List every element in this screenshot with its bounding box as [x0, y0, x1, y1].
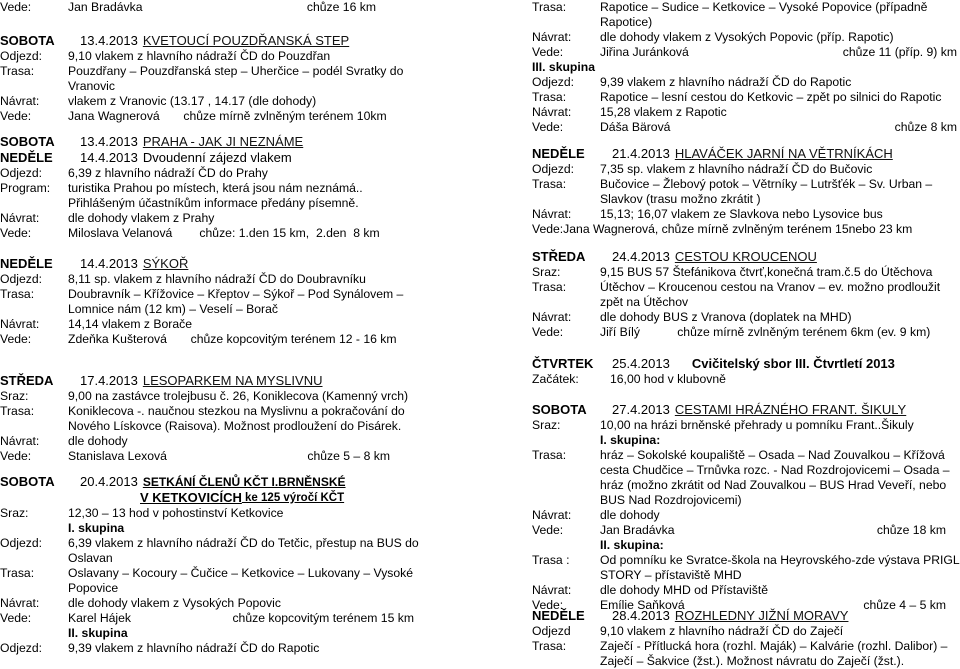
row-value: 15,13; 16,07 vlakem ze Slavkova nebo Lysovice bus: [600, 207, 883, 221]
row-label: Odjezd:: [0, 641, 43, 655]
event-day: SOBOTA: [532, 402, 587, 417]
row-value: dle dohody vlakem z Vysokých Popovic (příp. Rapotic): [600, 30, 894, 44]
row-value: Jiří Bílý chůze mírně zvlněným terénem 6km (ev. 9 km): [600, 325, 931, 339]
guide-distance: chůze 11 (příp. 9) km: [842, 45, 957, 59]
row-value: hráz – Sokolské koupaliště – Osada – Nad Zouvalkou – Křížová cesta Chudčice – Trnůvka rozc. - Nad Rozdrojovicemi – Osada – hráz (možno zkrátit od Nad Zouvalkou – BUS Hrad Veveří, nebo BUS Nad Rozdrojovicemi): [600, 448, 950, 507]
row-value: dle dohody vlakem z Prahy: [68, 211, 215, 225]
row-value: 9,10 vlakem z hlavního nádraží ČD do Pouzdřan: [68, 49, 331, 63]
row-value: Zdeňka Kušterová chůze kopcovitým terénem 12 - 16 km: [68, 332, 397, 346]
guide-distance: chůze 5 – 8 km: [307, 449, 390, 463]
row-value: 9,39 vlakem z hlavního nádraží ČD do Rapotic: [68, 641, 320, 655]
row-label: Vede:: [532, 325, 564, 339]
event-cvicitelsky-sbor: [532, 356, 960, 387]
row-value: 12,30 – 13 hod v pohostinství Ketkovice: [68, 506, 284, 520]
event-sykor: [0, 256, 428, 347]
row-value: dle dohody MHD od Přístaviště: [600, 583, 768, 597]
event-title: PRAHA - JAK JI NEZNÁME: [142, 134, 304, 149]
row-label: Trasa :: [532, 553, 570, 567]
event-title: CESTOU KROUCENOU: [674, 249, 817, 264]
row-value: dle dohody: [68, 434, 128, 448]
row-value: 9,10 vlakem z hlavního nádraží ČD do Zaječí: [600, 624, 844, 638]
row-label: Návrat:: [0, 434, 40, 448]
event-title: ROZHLEDNY JIŽNÍ MORAVY: [674, 608, 849, 623]
event-title-anniversary: ke 125 výročí KČT: [241, 492, 345, 504]
row-label: Vede:: [0, 226, 32, 240]
event-heading: [532, 608, 960, 624]
row-value: 6,39 z hlavního nádraží ČD do Prahy: [68, 166, 268, 180]
row-label: Odjezd:: [0, 166, 43, 180]
row-value: 9,15 BUS 57 Štefánikova čtvrť,konečná tram.č.5 do Útěchova: [600, 265, 933, 279]
row-value: Bučovice – Žlebový potok – Větrníky – Lutršťék – Sv. Urban – Slavkov (trasu možno zkrátit ): [600, 177, 933, 206]
row-value: 9,00 na zastávce trolejbusu č. 26, Koniklecova (Kamenný vrch): [68, 389, 409, 403]
event-rozhledny: [532, 608, 960, 669]
row-value: Přihlášeným účastníkům informace předány písemně.: [68, 196, 359, 210]
event-carryover-groups: [532, 0, 960, 135]
guide-row: [532, 45, 960, 60]
event-heading-2: [0, 490, 428, 506]
event-date: 17.4.2013: [80, 373, 138, 388]
event-heading: [532, 402, 960, 418]
row-label: Trasa:: [0, 64, 35, 78]
row-label: Návrat:: [532, 310, 572, 324]
row-label: Návrat:: [532, 30, 572, 44]
row-label: Trasa:: [532, 90, 567, 104]
guide-label: Vede:: [0, 611, 32, 625]
event-day: SOBOTA: [0, 134, 55, 149]
event-day: ČTVRTEK: [532, 356, 594, 371]
row-value: Útěchov – Kroucenou cestou na Vranov – ev. možno prodloužit zpět na Útěchov: [600, 280, 941, 309]
event-setkani: [0, 474, 428, 656]
guide-row: [532, 120, 960, 135]
row-label: Návrat:: [532, 583, 572, 597]
event-title: LESOPARKEM NA MYSLIVNU: [142, 373, 323, 388]
row-label: [0, 626, 68, 641]
event-heading: [532, 356, 960, 372]
guide-label: Vede:: [532, 523, 564, 537]
guide-label: Vede:: [0, 0, 32, 14]
event-date: 13.4.2013: [80, 33, 138, 48]
row-value: 9,39 vlakem z hlavního nádraží ČD do Rapotic: [600, 75, 852, 89]
event-heading: [532, 146, 960, 162]
row-label: Trasa:: [532, 0, 567, 14]
row-label: Návrat:: [532, 207, 572, 221]
event-day: NEDĚLE: [0, 150, 53, 165]
row-label: Program:: [0, 181, 51, 195]
row-value: 15,28 vlakem z Rapotic: [600, 105, 727, 119]
event-day: STŘEDA: [0, 373, 54, 388]
row-value: Jana Wagnerová chůze mírně zvlněným terénem 10km: [68, 109, 387, 123]
event-date: 21.4.2013: [612, 146, 670, 161]
row-label: Odjezd:: [0, 536, 43, 550]
row-label: Návrat:: [0, 317, 40, 331]
event-day: STŘEDA: [532, 249, 586, 264]
event-title: Cvičitelský sbor III. Čtvrtletí 2013: [691, 356, 895, 371]
guide-distance: chůze 18 km: [876, 523, 946, 537]
guide-name: Emílie Saňková: [600, 598, 685, 612]
row-label: Vede:: [0, 109, 32, 123]
event-hlavacek: [532, 146, 960, 237]
guide-distance: chůze kopcovitým terénem 15 km: [232, 611, 414, 625]
row-value: 6,39 vlakem z hlavního nádraží ČD do Tetčic, přestup na BUS do Oslavan: [68, 536, 419, 565]
guide-line: Vede:Jana Wagnerová, chůze mírně zvlněným terénem 15nebo 23 km: [532, 222, 913, 236]
row-value: Oslavany – Kocoury – Čučice – Ketkovice – Lukovany – Vysoké Popovice: [68, 566, 414, 595]
event-date: 14.4.2013: [80, 150, 138, 165]
event-date: 25.4.2013: [612, 356, 670, 371]
event-heading: [0, 134, 428, 150]
event-day: NEDĚLE: [532, 146, 585, 161]
row-label: Návrat:: [532, 105, 572, 119]
guide-distance: chůze 4 – 5 km: [863, 598, 946, 612]
row-value: Rapotice – Sudice – Ketkovice – Vysoké Popovice (případně Rapotice): [600, 0, 928, 29]
event-heading: [532, 249, 960, 265]
row-label: Trasa:: [0, 566, 35, 580]
row-label: Návrat:: [532, 508, 572, 522]
row-value: 7,35 sp. vlakem z hlavního nádraží ČD do Bučovic: [600, 162, 873, 176]
guide-name: Dáša Bärová: [600, 120, 671, 134]
guide-distance: chůze 8 km: [894, 120, 957, 134]
row-value: vlakem z Vranovic (13.17 , 14.17 (dle dohody): [68, 94, 317, 108]
row-label: Odjezd:: [532, 75, 575, 89]
row-value: Doubravník – Křížovice – Křeptov – Sýkoř – Pod Synálovem – Lomnice nám (12 km) – Veselí – Borač: [68, 287, 404, 316]
event-date: 27.4.2013: [612, 402, 670, 417]
guide-label: Vede:: [0, 449, 32, 463]
event-date: 24.4.2013: [612, 249, 670, 264]
event-title: SÝKOŘ: [142, 256, 189, 271]
row-label: Trasa:: [532, 177, 567, 191]
event-praha: [0, 134, 428, 241]
row-value: dle dohody vlakem z Vysokých Popovic: [68, 596, 281, 610]
event-title: SETKÁNÍ ČLENŮ KČT I.BRNĚNSKÉ: [142, 475, 346, 489]
guide-row: [0, 611, 428, 626]
guide-name: Jan Bradávka: [68, 0, 143, 14]
event-day: NEDĚLE: [532, 608, 585, 623]
row-label: Návrat:: [0, 211, 40, 225]
row-label: [0, 521, 68, 536]
row-label: Sraz:: [0, 389, 29, 403]
guide-name: Jan Bradávka: [600, 523, 675, 537]
guide-label: Vede:: [532, 120, 564, 134]
group-label: I. skupina: [68, 521, 125, 535]
event-heading: [0, 33, 428, 49]
guide-row: [532, 523, 960, 538]
row-label: Sraz:: [0, 506, 29, 520]
event-carryover: [0, 0, 428, 15]
event-title: CESTAMI HRÁZNÉHO FRANT. ŠIKULY: [674, 402, 907, 417]
row-label: Trasa:: [532, 448, 567, 462]
event-date: 20.4.2013: [80, 474, 138, 489]
row-label: Návrat:: [0, 94, 40, 108]
row-value: Rapotice – lesní cestou do Ketkovic – zpět po silnici do Rapotic: [600, 90, 942, 104]
guide-label: Vede:: [532, 598, 564, 612]
event-day: SOBOTA: [0, 474, 55, 489]
row-label: Sraz:: [532, 418, 561, 432]
row-value: Od pomníku ke Svratce-škola na Heyrovského-zde výstava PRIGL STORY – přístaviště MHD: [600, 553, 960, 582]
row-label: Odjezd:: [0, 49, 43, 63]
guide-name: Karel Hájek: [68, 611, 131, 625]
row-value: 16,00 hod v klubovně: [610, 372, 726, 386]
row-value: Miloslava Velanová chůze: 1.den 15 km, 2.den 8 km: [68, 226, 380, 240]
row-value: Pouzdřany – Pouzdřanská step – Uherčice – podél Svratky do Vranovic: [68, 64, 404, 93]
guide-label: Vede:: [532, 45, 564, 59]
row-value: 10,00 na hrázi brněnské přehrady u pomníku Frant..Šikuly: [600, 418, 914, 432]
guide-name: Jiřina Juránková: [600, 45, 689, 59]
guide-row: [0, 449, 428, 464]
row-label: Sraz:: [532, 265, 561, 279]
row-value: Koniklecova -. naučnou stezkou na Myslivnu a pokračování do Nového Lískovce (Raisova). Možnost prodloužení do Pisárek.: [68, 404, 405, 433]
row-label: [532, 433, 600, 448]
row-label: Odjezd:: [532, 162, 575, 176]
event-title: KVETOUCÍ POUZDŘANSKÁ STEP: [142, 33, 350, 48]
row-label: Odjezd: [532, 624, 571, 638]
row-value: 8,11 sp. vlakem z hlavního nádraží ČD do Doubravníku: [68, 272, 366, 286]
group-label: II. skupina: [68, 626, 128, 640]
row-label: [0, 196, 68, 211]
guide-distance: chůze 16 km: [306, 0, 376, 14]
group-label: II. skupina:: [600, 538, 664, 552]
event-date: 13.4.2013: [80, 134, 138, 149]
event-heading-2: [0, 150, 428, 166]
row-label: Návrat:: [0, 596, 40, 610]
row-label: Trasa:: [0, 404, 35, 418]
row-label: Začátek:: [532, 372, 579, 386]
event-kvetouci-step: [0, 33, 428, 124]
event-date: 28.4.2013: [612, 608, 670, 623]
row-label: Odjezd:: [0, 272, 43, 286]
row-label: Trasa:: [532, 280, 567, 294]
row-value: dle dohody BUS z Vranova (doplatek na MHD): [600, 310, 852, 324]
row-value: dle dohody: [600, 508, 660, 522]
row-label: Vede:: [0, 332, 32, 346]
event-sikula: [532, 402, 960, 613]
event-heading: [0, 474, 428, 490]
row-value: 14,14 vlakem z Borače: [68, 317, 192, 331]
row-label: Trasa:: [532, 639, 567, 653]
event-heading: [0, 373, 428, 389]
event-subtitle: Dvoudenní zájezd vlakem: [142, 150, 292, 165]
event-day: NEDĚLE: [0, 256, 53, 271]
event-lesoparkem: [0, 373, 428, 464]
event-kroucena: [532, 249, 960, 340]
event-day: SOBOTA: [0, 33, 55, 48]
guide-name: Stanislava Lexová: [68, 449, 167, 463]
group-label: I. skupina:: [600, 433, 661, 447]
event-date: 14.4.2013: [80, 256, 138, 271]
event-title-line2: V KETKOVICÍCH: [140, 490, 242, 505]
event-heading: [0, 256, 428, 272]
event-title: HLAVÁČEK JARNÍ NA VĚTRNÍKÁCH: [674, 146, 893, 161]
row-value: turistika Prahou po místech, která jsou nám neznámá..: [68, 181, 363, 195]
row-value: Zaječí - Přítlucká hora (rozhl. Maják) – Kalvárie (rozhl. Dalibor) – Zaječí – Šakvice (žst.). Možnost návratu do Zaječí (žst.).: [600, 639, 948, 668]
guide-row: [0, 0, 428, 15]
group-label: III. skupina: [532, 60, 595, 74]
row-label: Trasa:: [0, 287, 35, 301]
